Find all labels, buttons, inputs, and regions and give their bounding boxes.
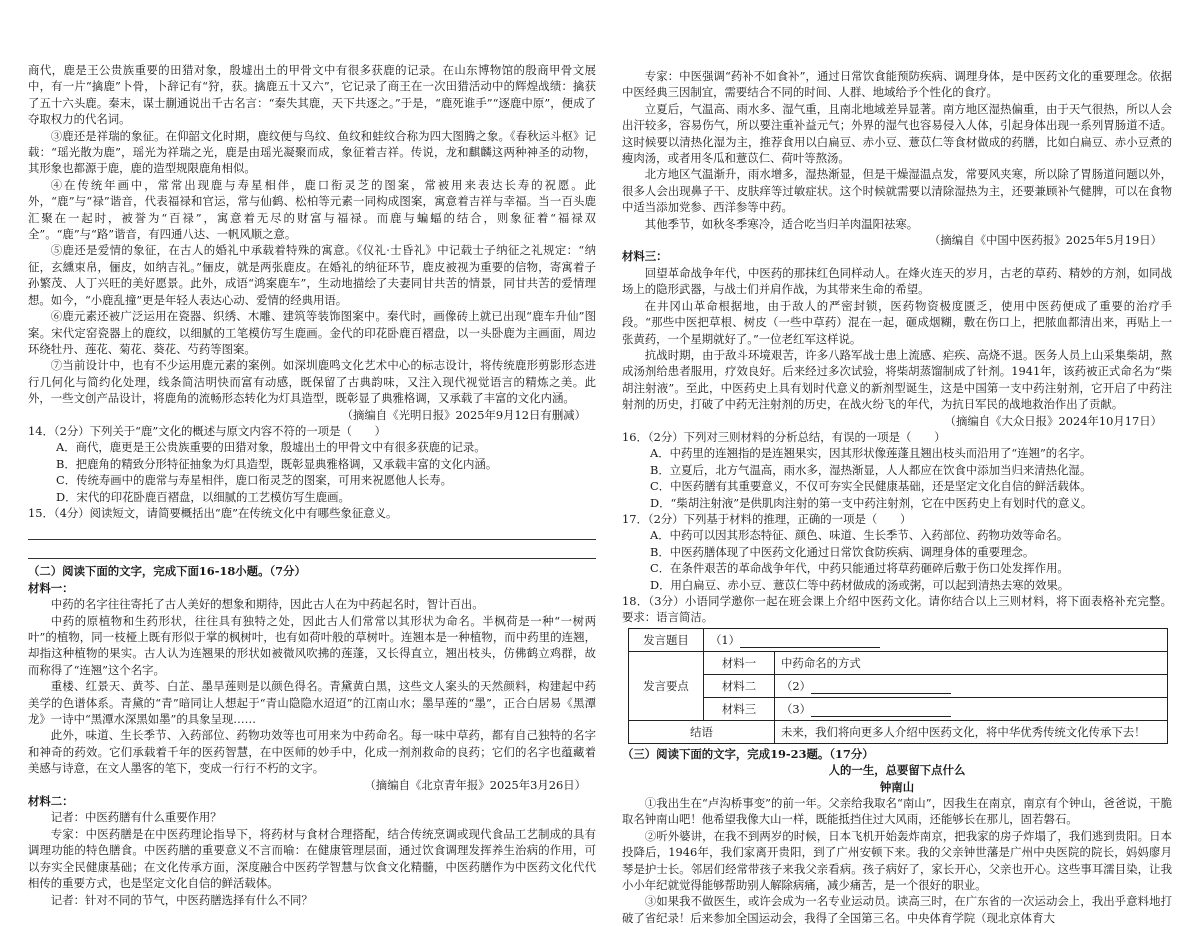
paragraph: 在井冈山革命根据地，由于敌人的严密封锁，医药物资极度匮乏，使用中医药便成了重要的治疗手段。“那些中医把草根、树皮（一些中草药）混在一起，砸成烟糊，敷在伤口上，把脓血都清出来，再贴上一张黄药，一个星期就好了。”一位老红军这样说。: [622, 298, 1172, 346]
section-heading: （三）阅读下面的文字，完成19-23题。（17分）: [622, 746, 874, 761]
question-18: 18．（3分）小语同学邀你一起在班会课上介绍中医药文化。请你结合以上三则材料，将下面表格补充完整。要求：语言简洁。: [622, 594, 1172, 625]
option-a: A．商代，鹿更是王公贵族重要的田猎对象，殷墟出土的甲骨文中有很多获鹿的记录。: [56, 440, 486, 455]
essay-title: 人的一生，总要留下点什么: [828, 763, 966, 778]
paragraph: 立夏后，气温高、雨水多、湿气重，且南北地域差异显著。南方地区湿热偏重，由于天气很热，所以人会出汗较多，容易伤气，所以要注重补益元气；外界的湿气也容易侵入人体，引起身体出现一系列胃肠道不适。这时候要以清热化湿为主，推荐食用以白扁豆、赤小豆、薏苡仁等食材做成的药膳，比如白扁豆、赤小豆煮的瘦肉汤，或者用冬瓜和薏苡仁、荷叶等熬汤。: [622, 101, 1172, 166]
paragraph: ⑦当前设计中，也有不少运用鹿元素的案例。如深圳鹿鸣文化艺术中心的标志设计，将传统鹿形剪影形态进行几何化与简约化处理，线条简洁明快而富有动感，既保留了古典韵味，又注入现代视觉语言的精炼之美。此外，一些文创产品设计，将鹿角的流畅形态转化为灯具造型，既彰显了典雅格调，又承载了丰富的文化内涵。: [28, 358, 596, 406]
option-b: B．把鹿角的精致分形特征抽象为灯具造型，既彰显典雅格调，又承载丰富的文化内涵。: [56, 456, 498, 471]
paragraph: 记者：针对不同的节气，中医药膳选择有什么不同？: [50, 892, 313, 907]
right-column: [622, 68, 1172, 926]
question-17: 17．（2分）下列基于材料的推理，正确的一项是（ ）: [622, 511, 912, 526]
blank-line[interactable]: [811, 681, 951, 694]
paragraph: ④在传统年画中，常常出现鹿与寿星相伴，鹿口衔灵芝的图案，常被用来表达长寿的祝愿。此外，“鹿”与“禄”谐音，代表福禄和官运，常与仙鹤、松柏等元素一同构成图案，寓意着吉祥与幸福。当一百头鹿汇聚在一起时，被誉为“百禄”，寓意着无尽的财富与福禄。而鹿与蝙蝠的结合，则象征着“福禄双全”。“鹿”与“路”谐音，有四通八达、一帆风顺之意。: [28, 177, 596, 242]
paragraph: 北方地区气温渐升，雨水增多，湿热渐显，但是干燥湿温点发，常要风夹寒，所以除了胃肠道问题以外，很多人会出现鼻子干、皮肤痒等过敏症状。这个时候就需要以清除湿热为主，还要兼顾补气健脾，可以在食物中适当添加党参、西洋参等中药。: [622, 167, 1172, 215]
option-d: D．“柴胡注射液”是供肌肉注射的第一支中药注射剂，它在中医药史上有划时代的意义。: [650, 495, 1093, 510]
source-citation: （摘编自《光明日报》2025年9月12日有删减）: [341, 407, 586, 422]
option-d: D．用白扁豆、赤小豆、薏苡仁等中药材做成的汤或粥，可以起到清热去寒的效果。: [650, 577, 1070, 592]
paragraph: ③如果我不做医生，或许会成为一名专业运动员。读高三时，在广东省的一次运动会上，我出乎意料地打破了省纪录！后来参加全国运动会，我得了全国第三名。中央体育学院（现北京体育大: [622, 894, 1172, 925]
table-label-points: 发言要点: [629, 651, 704, 720]
answer-line[interactable]: [28, 521, 596, 540]
table-label-material-1: 材料一: [704, 651, 775, 674]
left-column: [28, 62, 596, 908]
question-16: 16．（2分）下列对三则材料的分析总结，有误的一项是（ ）: [622, 429, 946, 444]
paragraph: ②听外婆讲，在我不到两岁的时候，日本飞机开始轰炸南京，把我家的房子炸塌了，我们逃到贵阳。日本投降后，1946年，我们家离开贵阳，到了广州安顿下来。我的父亲钟世藩是广州中央医院的院长，妈妈廖月琴是护士长。邻居们经常带孩子来我父亲看病。孩子病好了，家长开心，父亲也开心。这些事耳濡目染，让我小小年纪就觉得能够帮助别人解除病痛，减少痛苦，是一个很好的职业。: [622, 828, 1172, 893]
paragraph: 专家：中医药膳是在中医药理论指导下，将药材与食材合理搭配，结合传统烹调或现代食品工艺制成的具有调理功能的特色膳食。中医药膳的重要意义不言而喻：在健康管理层面，通过饮食调理发挥养生治病的作用，可以夯实全民健康基础；在文化传承方面，深度融合中医药学智慧与饮食文化精髓，中医药膳作为中医药文化代代相传的重要方式，也是坚定文化自信的鲜活载体。: [28, 826, 596, 891]
paragraph: ①我出生在“卢沟桥事变”的前一年。父亲给我取名“南山”，因我生在南京，南京有个钟山，爸爸说，干脆取名钟南山吧！他希望我像大山一样，既能抵挡住过大风雨，还能够长在那儿，固若磐石。: [622, 796, 1172, 827]
source-citation: （摘编自《大众日报》2024年10月17日）: [944, 413, 1162, 428]
blank-number: （1）: [710, 632, 741, 647]
paragraph: 重楼、红景天、黄芩、白芷、墨旱莲则是以颜色得名。青黛黄白黑，这些文人案头的天然颜料，构建起中药美学的色谱体系。青黛的“青”暗同让人想起于“青山隐隐水迢迢”的江南山水；墨旱莲的“墨”，正合白居易《黑潭龙》一诗中“黑潭水深黑如墨”的具象呈现……: [28, 679, 596, 727]
table-cell-material-3[interactable]: [775, 697, 1168, 720]
table-label-material-2: 材料二: [704, 674, 775, 697]
table-cell-material-1: 中药命名的方式: [775, 651, 1168, 674]
essay-author: 钟南山: [879, 779, 915, 794]
question-15: 15．（4分）阅读短文，请简要概括出“鹿”在传统文化中有哪些象征意义。: [28, 505, 398, 520]
material-label: 材料二：: [28, 794, 74, 809]
blank-number: （2）: [781, 678, 812, 693]
table-cell-conclusion: 未来，我们将向更多人介绍中医药文化，将中华优秀传统文化传承下去！: [775, 720, 1168, 743]
table-cell-material-2[interactable]: [775, 674, 1168, 697]
paragraph: 抗战时期，由于敌斗环境艰苦，许多八路军战士患上流感、疟疾、高烧不退。医务人员上山采集柴胡，熬成汤剂给患者服用，疗效良好。后来经过多次试验，将柴胡蒸馏制成了针剂。1941年，该药被正式命名为“柴胡注射液”。至此，中医药史上具有划时代意义的新剂型诞生，这是中国第一支中药注射剂，它开启了中药注射剂的历史，打破了中药无注射剂的历史，在战火纷飞的年代，为抗日军民的战地救治作出了贡献。: [622, 347, 1172, 412]
table-label-material-3: 材料三: [704, 697, 775, 720]
summary-table: [628, 628, 1168, 744]
paragraph: ⑤鹿还是爱情的象征，在古人的婚礼中承载着特殊的寓意。《仪礼·士昏礼》中记载士子纳征之礼规定：“纳征，玄纁束帛，俪皮，如纳吉礼。”俪皮，就是两张鹿皮。在婚礼的纳征环节，鹿皮被视为重要的信物，寄寓着子孙繁茂、人丁兴旺的美好愿景。此外，成语“鸿案鹿车”，生动地描绘了夫妻同甘共苦的情景，同甘共苦的爱情理想。如今，“小鹿乱撞”更是年轻人表达心动、爱情的经典用语。: [28, 243, 596, 307]
table-label-conclusion: 结语: [629, 720, 775, 743]
option-c: C．中医药膳有其重要意义，不仅可夯实全民健康基础，还是坚定文化自信的鲜活载体。: [650, 479, 1092, 494]
option-a: A．中药里的连翘指的是连翘果实，因其形状像莲蓬且翘出枝头而沿用了“连翘”的名字。: [650, 446, 1092, 461]
blank-number: （3）: [781, 701, 812, 716]
paragraph: ③鹿还是祥瑞的象征。在仰韶文化时期，鹿纹便与鸟纹、鱼纹和蛙纹合称为四大图腾之象。《春秋运斗枢》记载：“瑶光散为鹿”，瑶光为祥瑞之光，鹿是由瑶光凝聚而成，象征着吉祥。传说，龙和麒麟这两种神圣的动物，其形象也都源于鹿，鹿的造型规限鹿角相似。: [28, 128, 596, 176]
option-d: D．宋代的印花卧鹿百褶盘，以细腻的工艺模仿写生鹿画。: [56, 489, 350, 504]
paragraph: 回望革命战争年代，中医药的那抹红色同样动人。在烽火连天的岁月，古老的草药、精妙的方剂，如同战场上的隐形武器，与战士们并肩作战，为其带来生命的希望。: [622, 265, 1172, 297]
paragraph: 记者：中医药膳有什么重要作用？: [50, 810, 222, 825]
table-cell-topic[interactable]: [704, 628, 1168, 651]
option-c: C．在条件艰苦的革命战争年代，中药只能通过将草药砸碎后敷于伤口处发挥作用。: [650, 561, 1069, 576]
paragraph: 中药的名字往往寄托了古人美好的想象和期待，因此古人在为中药起名时，智计百出。: [50, 597, 484, 612]
paragraph: ⑥鹿元素还被广泛运用在瓷器、织绣、木雕、建筑等装饰图案中。秦代时，画像砖上就已出现“鹿车升仙”图案。宋代定窑瓷器上的鹿纹，以细腻的工笔模仿写生鹿画。金代的印花卧鹿百褶盘，以一头卧鹿为主画面，周边环绕牡丹、莲花、菊花、葵花、芍药等图案。: [28, 309, 596, 356]
source-citation: （摘编自《北京青年报》2025年3月26日）: [364, 777, 586, 792]
option-b: B．立夏后，北方气温高，雨水多，湿热渐显，人人都应在饮食中添加当归来清热化湿。: [650, 462, 1092, 477]
paragraph: 中药的原植物和生药形状，往往具有独特之处，因此古人们常常以其形状为命名。半枫荷是一种“一树两叶”的植物，同一枝桠上既有形似于掌的枫树叶，也有如荷叶般的草树叶。连翘本是一种植物，而中药里的连翘，却指这种植物的果实。古人认为连翘果的形状如被微风吹拂的莲蓬，又长得直立，翘出枝头，仿佛鹤立鸡群，故而称得了“连翘”这个名字。: [28, 613, 596, 677]
source-citation: （摘编自《中国中医药报》2025年5月19日）: [929, 233, 1162, 248]
table-label-topic: 发言题目: [629, 628, 704, 651]
blank-line[interactable]: [811, 704, 951, 717]
material-label: 材料一：: [28, 580, 74, 595]
paragraph: 其他季节，如秋冬季寒冷，适合吃当归羊肉温阳祛寒。: [644, 216, 919, 231]
material-label: 材料三：: [622, 249, 668, 264]
paragraph: 此外，味道、生长季节、入药部位、药物功效等也可用来为中药命名。每一味中草药，都有自己独特的名字和神奇的药效。它们承载着千年的医药智慧，在中医师的妙手中，化成一剂剂救命的良药；它们的名字也蕴藏着美感与诗意，在文人墨客的笔下，变成一行行不朽的文字。: [28, 728, 596, 776]
answer-line[interactable]: [28, 540, 596, 559]
question-14: 14．（2分）下列关于“鹿”文化的概述与原文内容不符的一项是（ ）: [28, 423, 387, 438]
blank-line[interactable]: [740, 635, 880, 648]
option-c: C．传统寿画中的鹿常与寿星相伴，鹿口衔灵芝的图案，可用来祝愿他人长寿。: [56, 473, 452, 488]
paragraph: 商代，鹿是王公贵族重要的田猎对象，殷墟出土的甲骨文中有很多获鹿的记录。在山东博物馆的殷商甲骨文展中，有一片“擒鹿”卜骨，卜辞记有“狩，获。擒鹿五十又六”，它记录了商王在一次田猎活动中的辉煌战绩：擒获了五十六头鹿。秦末，谋士蒯通说出千古名言：“秦失其鹿，天下共逐之。”于是，“鹿死谁手”“逐鹿中原”，便成了夺取权力的代名词。: [28, 63, 596, 127]
section-heading: （二）阅读下面的文字，完成下面16-18小题。（7分）: [28, 564, 306, 579]
paragraph: 专家：中医强调“药补不如食补”，通过日常饮食能预防疾病、调理身体，是中医药文化的重要理念。依据中医经典三因制宜，需要结合不同的时间、人群、地域给予个性化的食疗。: [622, 69, 1172, 100]
option-a: A．中药可以因其形态特征、颜色、味道、生长季节、入药部位、药物功效等命名。: [650, 528, 1069, 543]
option-b: B．中医药膳体现了中医药文化通过日常饮食防疾病、调理身体的重要理念。: [650, 544, 1035, 559]
